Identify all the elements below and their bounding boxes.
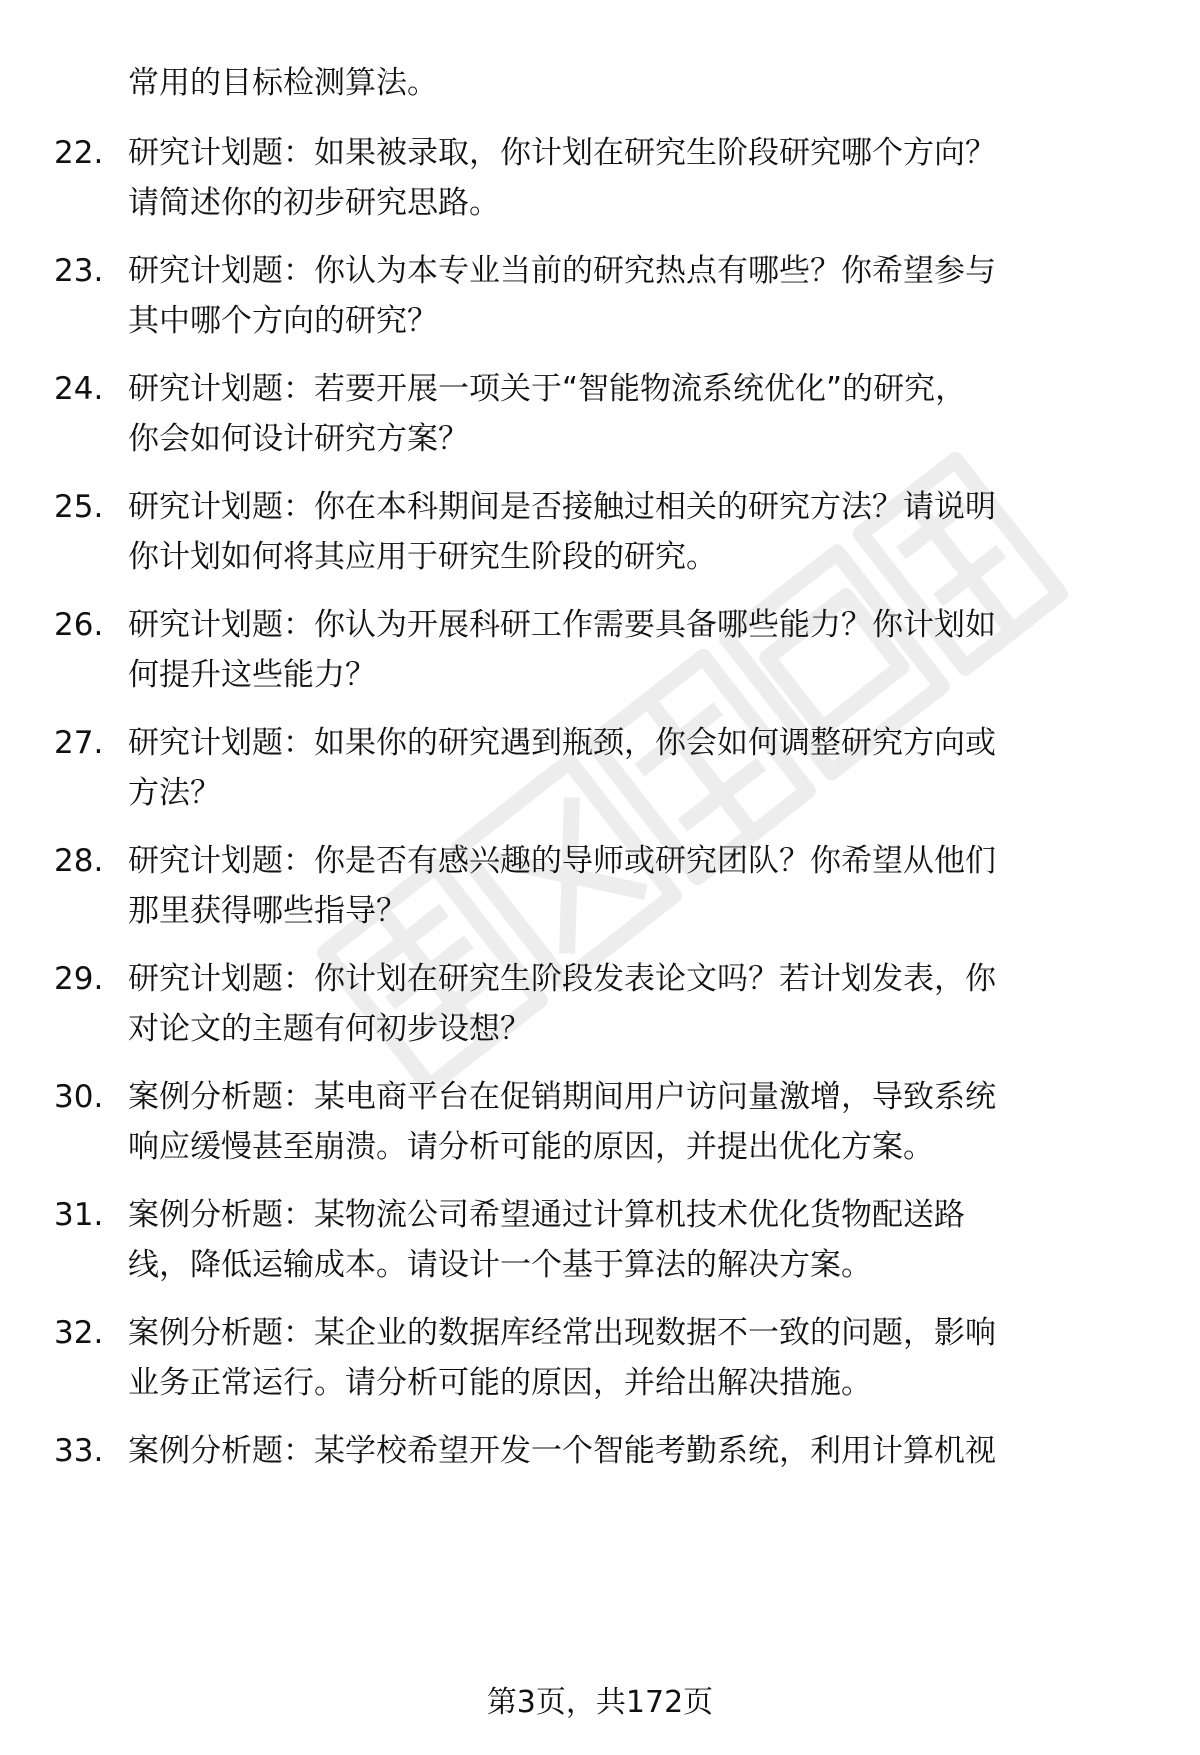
question-text-line: 何提升这些能力？	[128, 657, 376, 693]
question-item	[0, 1072, 1200, 1182]
question-text-line: 对论文的主题有何初步设想？	[128, 1011, 531, 1047]
question-number: 27.	[54, 725, 104, 761]
question-text-line: 案例分析题：某物流公司希望通过计算机技术优化货物配送路	[128, 1197, 965, 1233]
question-text-line: 案例分析题：某企业的数据库经常出现数据不一致的问题，影响	[128, 1315, 996, 1351]
question-text-line: 研究计划题：你是否有感兴趣的导师或研究团队？你希望从他们	[128, 843, 996, 879]
page-footer: 第3页，共172页	[486, 1685, 714, 1720]
question-text-line: 那里获得哪些指导？	[128, 893, 407, 929]
question-text-line: 你会如何设计研究方案？	[128, 421, 469, 457]
question-number: 26.	[54, 607, 104, 643]
question-text-line: 方法？	[128, 775, 221, 811]
question-item	[0, 128, 1200, 238]
question-number: 28.	[54, 843, 104, 879]
question-item	[0, 246, 1200, 356]
question-item	[0, 1190, 1200, 1300]
question-number: 29.	[54, 961, 104, 997]
question-item	[0, 954, 1200, 1064]
question-number: 23.	[54, 253, 104, 289]
question-text-line: 研究计划题：若要开展一项关于“智能物流系统优化”的研究，	[128, 371, 967, 407]
question-item	[0, 718, 1200, 828]
question-text-line: 研究计划题：你认为开展科研工作需要具备哪些能力？你计划如	[128, 607, 996, 643]
question-text-line: 其中哪个方向的研究？	[128, 303, 438, 339]
continuation-text: 常用的目标检测算法。	[128, 65, 438, 101]
question-text-line: 业务正常运行。请分析可能的原因，并给出解决措施。	[128, 1365, 872, 1401]
question-text-line: 研究计划题：你计划在研究生阶段发表论文吗？若计划发表，你	[128, 961, 996, 997]
question-item	[0, 836, 1200, 946]
question-item	[0, 1426, 1200, 1536]
question-text-line: 案例分析题：某电商平台在促销期间用户访问量激增，导致系统	[128, 1079, 996, 1115]
question-number: 30.	[54, 1079, 104, 1115]
question-text-line: 研究计划题：如果你的研究遇到瓶颈，你会如何调整研究方向或	[128, 725, 996, 761]
question-text-line: 线，降低运输成本。请设计一个基于算法的解决方案。	[128, 1247, 872, 1283]
question-item	[0, 364, 1200, 474]
question-text-line: 请简述你的初步研究思路。	[128, 185, 500, 221]
question-text-line: 响应缓慢甚至崩溃。请分析可能的原因，并提出优化方案。	[128, 1129, 934, 1165]
question-number: 31.	[54, 1197, 104, 1233]
question-number: 25.	[54, 489, 104, 525]
question-number: 24.	[54, 371, 104, 407]
question-number: 33.	[54, 1433, 104, 1469]
question-text-line: 研究计划题：你认为本专业当前的研究热点有哪些？你希望参与	[128, 253, 996, 289]
question-text-line: 你计划如何将其应用于研究生阶段的研究。	[128, 539, 717, 575]
question-text-line: 案例分析题：某学校希望开发一个智能考勤系统，利用计算机视	[128, 1433, 996, 1469]
question-text-line: 研究计划题：你在本科期间是否接触过相关的研究方法？请说明	[128, 489, 996, 525]
question-number: 32.	[54, 1315, 104, 1351]
question-text-line: 研究计划题：如果被录取，你计划在研究生阶段研究哪个方向？	[128, 135, 996, 171]
question-number: 22.	[54, 135, 104, 171]
question-item	[0, 600, 1200, 710]
question-item	[0, 482, 1200, 592]
question-item	[0, 1308, 1200, 1418]
